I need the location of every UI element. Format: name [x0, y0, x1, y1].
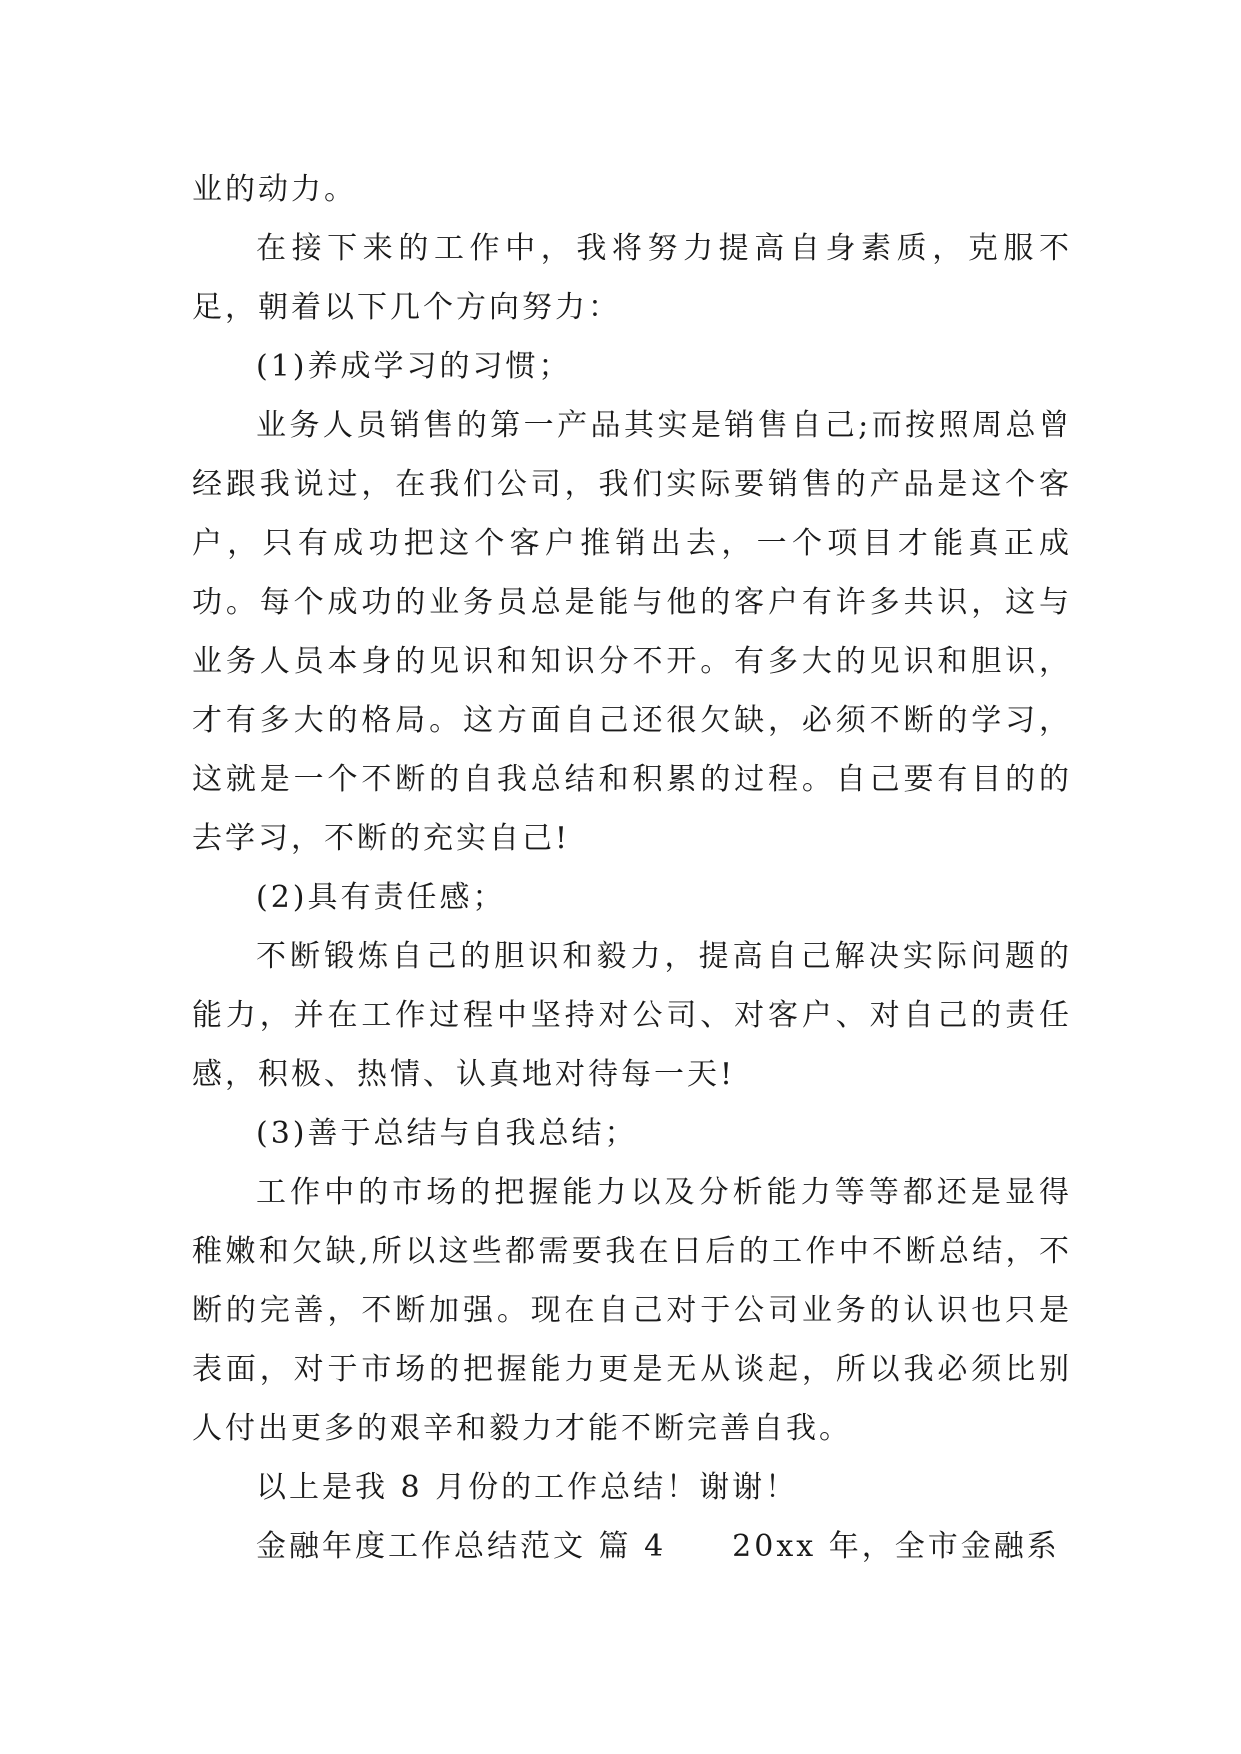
paragraph-responsibility: 不断锻炼自己的胆识和毅力，提高自己解决实际问题的能力，并在工作过程中坚持对公司、对客户、对自己的责任感，积极、热情、认真地对待每一天! [192, 939, 1072, 1092]
paragraph-heading-2: (2)具有责任感； [256, 880, 506, 915]
paragraph-heading-3: (3)善于总结与自我总结； [256, 1116, 638, 1151]
paragraph-continuation: 业的动力。 [192, 172, 357, 207]
paragraph-heading-1: (1)养成学习的习惯； [256, 349, 572, 384]
paragraph-next-section: 金融年度工作总结范文 篇 4 20xx 年，全市金融系 [256, 1529, 1060, 1564]
paragraph-learning: 业务人员销售的第一产品其实是销售自己;而按照周总曾经跟我说过，在我们公司，我们实际要销售的产品是这个客户，只有成功把这个客户推销出去，一个项目才能真正成功。每个成功的业务员总是能与他的客户有许多共识，这与业务人员本身的见识和知识分不开。有多大的见识和胆识，才有多大的格局。这方面自己还很欠缺，必须不断的学习，这就是一个不断的自我总结和积累的过程。自己要有目的的去学习，不断的充实自己! [192, 408, 1072, 856]
paragraph-closing: 以上是我 8 月份的工作总结！谢谢！ [256, 1470, 799, 1505]
paragraph-summary: 工作中的市场的把握能力以及分析能力等等都还是显得稚嫩和欠缺,所以这些都需要我在日后的工作中不断总结，不断的完善，不断加强。现在自己对于公司业务的认识也只是表面，对于市场的把握能力更是无从谈起，所以我必须比别人付出更多的艰辛和毅力才能不断完善自我。 [192, 1175, 1072, 1446]
paragraph-intro: 在接下来的工作中，我将努力提高自身素质，克服不足，朝着以下几个方向努力： [192, 231, 1072, 325]
document-body [192, 160, 1072, 1576]
